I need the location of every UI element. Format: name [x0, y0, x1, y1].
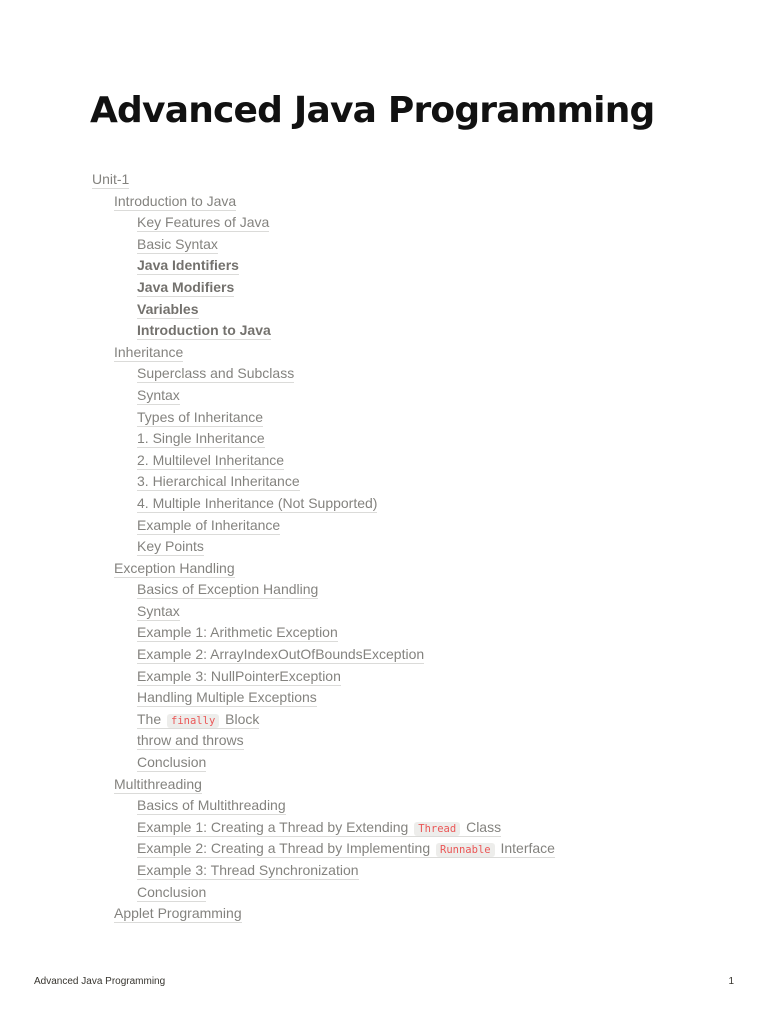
toc-item: [92, 860, 555, 882]
page-title: Advanced Java Programming: [90, 90, 655, 131]
toc-link[interactable]: [137, 387, 180, 405]
toc-link[interactable]: [114, 193, 236, 211]
toc-item: [92, 169, 555, 191]
toc-link[interactable]: [137, 279, 234, 297]
toc-link[interactable]: [137, 430, 265, 448]
toc-link-text: Exception Handling: [114, 559, 235, 576]
toc-item: [92, 730, 555, 752]
toc-link-text: Key Points: [137, 538, 204, 555]
toc-link[interactable]: [137, 301, 199, 319]
toc-item: [92, 601, 555, 623]
toc-item: [92, 882, 555, 904]
toc-item: [92, 320, 555, 342]
toc-link[interactable]: [137, 668, 341, 686]
toc-link-text: 3. Hierarchical Inheritance: [137, 473, 300, 490]
toc-link[interactable]: [137, 538, 204, 556]
toc-link[interactable]: [137, 689, 317, 707]
table-of-contents: [92, 169, 555, 925]
toc-link-text: Applet Programming: [114, 905, 242, 922]
toc-item: [92, 536, 555, 558]
toc-item: [92, 471, 555, 493]
toc-link[interactable]: [137, 884, 206, 902]
toc-link[interactable]: [137, 581, 318, 599]
toc-link-text: Inheritance: [114, 343, 184, 360]
toc-link-text: Example 3: Thread Synchronization: [137, 862, 359, 878]
toc-link[interactable]: [137, 711, 259, 729]
inline-code: Thread: [414, 822, 460, 836]
toc-link-text: 1. Single Inheritance: [137, 430, 265, 447]
toc-link[interactable]: [137, 732, 244, 750]
toc-link[interactable]: [92, 171, 129, 189]
inline-code: finally: [167, 714, 219, 728]
toc-link-text: Multithreading: [114, 775, 202, 792]
toc-link-text: throw and throws: [137, 732, 244, 749]
toc-item: [92, 774, 555, 796]
toc-link-text: 4. Multiple Inheritance (Not Supported): [137, 494, 378, 511]
toc-link-text: Types of Inheritance: [137, 408, 264, 425]
toc-link-text: Syntax: [137, 386, 180, 403]
toc-link-text: Example 3: NullPointerException: [137, 667, 341, 684]
toc-link-text: Class: [462, 818, 502, 835]
toc-link-text: Block: [221, 710, 260, 727]
toc-link[interactable]: [137, 840, 555, 858]
toc-item: [92, 363, 555, 385]
toc-link-text: Introduction to Java: [137, 322, 271, 339]
toc-link-text: Basics of Multithreading: [137, 797, 286, 814]
toc-link[interactable]: [137, 365, 294, 383]
toc-link-text: Conclusion: [137, 754, 207, 771]
toc-link-text: Superclass and Subclass: [137, 365, 295, 382]
toc-link[interactable]: [114, 344, 183, 362]
toc-item: [92, 407, 555, 429]
toc-link-text: Key Features of Java: [137, 214, 270, 231]
toc-item: [92, 255, 555, 277]
toc-link[interactable]: [137, 819, 501, 837]
toc-item: [92, 622, 555, 644]
toc-link[interactable]: [137, 624, 338, 642]
toc-item: [92, 212, 555, 234]
toc-item: [92, 234, 555, 256]
toc-link-text: Java Modifiers: [137, 278, 235, 295]
toc-link-text: Conclusion: [137, 883, 207, 900]
toc-link[interactable]: [137, 236, 218, 254]
toc-link-text: Java Identifiers: [137, 257, 239, 274]
toc-item: [92, 385, 555, 407]
toc-link-text: Basics of Exception Handling: [137, 581, 319, 598]
toc-link[interactable]: [114, 776, 202, 794]
toc-link[interactable]: [137, 257, 239, 275]
toc-item: [92, 795, 555, 817]
toc-item: [92, 558, 555, 580]
toc-link-text: Example 2: ArrayIndexOutOfBoundsException: [137, 646, 425, 663]
toc-item: [92, 709, 555, 731]
toc-link[interactable]: [137, 797, 286, 815]
toc-link[interactable]: [137, 862, 359, 880]
toc-item: [92, 579, 555, 601]
toc-link[interactable]: [114, 560, 235, 578]
toc-link-text: 2. Multilevel Inheritance: [137, 451, 285, 468]
toc-item: [92, 817, 555, 839]
toc-link-text: Introduction to Java: [114, 192, 237, 209]
toc-link-text: Example 1: Creating a Thread by Extending: [137, 818, 413, 835]
toc-item: [92, 515, 555, 537]
toc-link-text: Basic Syntax: [137, 235, 218, 252]
toc-link-text: Handling Multiple Exceptions: [137, 689, 317, 706]
toc-link[interactable]: [137, 473, 300, 491]
toc-item: [92, 903, 555, 925]
toc-item: [92, 450, 555, 472]
toc-link[interactable]: [137, 214, 269, 232]
toc-item: [92, 493, 555, 515]
toc-item: [92, 644, 555, 666]
toc-link[interactable]: [114, 905, 242, 923]
toc-link[interactable]: [137, 409, 263, 427]
toc-link-text: Example 1: Arithmetic Exception: [137, 624, 338, 641]
toc-link-text: Syntax: [137, 602, 180, 619]
toc-item: [92, 191, 555, 213]
toc-link-text: Variables: [137, 300, 199, 317]
toc-link-text: The: [137, 710, 166, 727]
page-number: 1: [728, 976, 734, 987]
toc-item: [92, 277, 555, 299]
toc-link[interactable]: [137, 754, 206, 772]
toc-item: [92, 666, 555, 688]
toc-item: [92, 342, 555, 364]
toc-item: [92, 838, 555, 860]
toc-link[interactable]: [137, 603, 180, 621]
footer-document-title: Advanced Java Programming: [34, 976, 166, 987]
toc-link[interactable]: [137, 495, 377, 513]
toc-link-text: Unit-1: [92, 171, 130, 187]
toc-link-text: Example of Inheritance: [137, 516, 281, 533]
toc-link[interactable]: [137, 452, 284, 470]
toc-link[interactable]: [137, 322, 271, 340]
toc-item: [92, 428, 555, 450]
inline-code: Runnable: [436, 843, 495, 857]
toc-link[interactable]: [137, 646, 424, 664]
toc-item: [92, 752, 555, 774]
toc-link[interactable]: [137, 517, 280, 535]
toc-link-text: Example 2: Creating a Thread by Implementing: [137, 840, 435, 857]
toc-item: [92, 687, 555, 709]
toc-item: [92, 299, 555, 321]
toc-link-text: Interface: [496, 840, 555, 857]
